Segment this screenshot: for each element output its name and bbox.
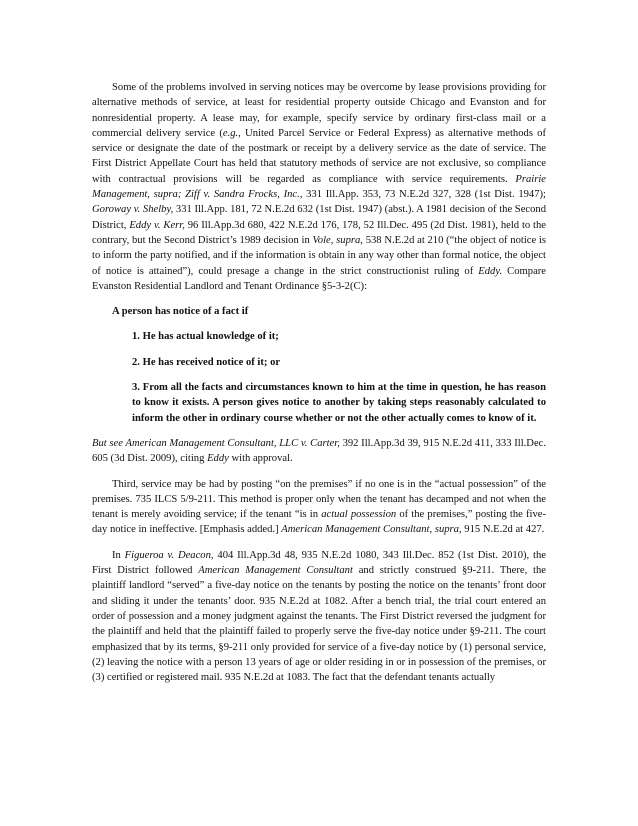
- case-citation: American Management Consultant: [198, 565, 353, 577]
- text-span: 331 Ill.App. 353, 73 N.E.2d 327, 328 (1st Dist. 1947);: [302, 189, 546, 201]
- text-span: Some of the problems involved in serving notices may be overcome by lease provisions providing for alternative methods of service, at least for residential property outside Chicago and Evanston and for nonresidential property. A lease may, for example, specify service by ordinary first-class mail or a commercial delivery service (: [92, 82, 546, 139]
- text-span: with approval.: [228, 453, 293, 465]
- emphasis: actual possession: [321, 509, 397, 521]
- quote-item-3: 3. From all the facts and circumstances known to him at the time in question, he has reason to know it exists. A person gives notice to another by taking steps reasonably calculated to inform the other in ordinary course whether or not the other actually comes to know of it.: [132, 382, 546, 424]
- text-span: 915 N.E.2d at 427.: [461, 524, 545, 536]
- quote-lead: A person has notice of a fact if: [112, 306, 249, 318]
- text-span: 538 N.E.2d at 210 (“the object of notice is to inform the party notified, and if the information is obtain in any way other than formal notice, the object of notice is attained”), could presage a change in the strict constructionist ruling of: [92, 234, 546, 277]
- text-span: Compare Evanston Residential Landlord and Tenant Ordinance §5-3-2(C):: [92, 265, 547, 292]
- quote-item-2: 2. He has received notice of it; or: [132, 356, 281, 368]
- case-citation: Vole, supra,: [312, 234, 363, 246]
- case-citation: Eddy.: [478, 265, 503, 277]
- text-span: 404 Ill.App.3d 48, 935 N.E.2d 1080, 343 Ill.Dec. 852 (1st Dist. 2010), the First District followed: [92, 549, 546, 577]
- text-span: Third, service may be had by posting “on the premises” if no one is in the “actual possession” of the premises. 735 ILCS 5/9-211. This method is proper only when the tenant has decamped and not when the tenant is merely avoiding service; if the tenant “is in: [92, 478, 546, 521]
- case-citation: Goroway v. Shelby,: [92, 204, 174, 216]
- emphasis: e.g.,: [222, 127, 241, 139]
- paragraph-service-provisions: [92, 80, 546, 294]
- quote-item-1: 1. He has actual knowledge of it;: [132, 331, 279, 343]
- text-span: In: [112, 549, 125, 561]
- document-page: [92, 80, 546, 685]
- case-citation: Eddy: [207, 453, 229, 465]
- text-span: 96 Ill.App.3d 680, 422 N.E.2d 176, 178, 52 Ill.Dec. 495 (2d Dist. 1981), held to the contrary, but the Second District’s 1989 decision in: [92, 219, 546, 246]
- case-citation: American Management Consultant, supra,: [281, 524, 462, 536]
- text-span: and strictly construed §9-211. There, the plaintiff landlord “served” a five-day notice on the tenants by posting the notice on the tenants’ front door and sliding it under the tenants’ door. 935 N.E.2d at 1082. After a bench trial, the trial court entered an order of possession and a money judgment against the tenants. The First District reversed the judgment for the plaintiff and held that the plaintiff failed to properly serve the five-day notice under §9-211. The court emphasized that by its terms, §9-211 only provided for service of a five-day notice by (1) personal service, (2) leaving the notice with a person 13 years of age or older residing in or in possession of the premises, or (3) certified or registered mail. 935 N.E.2d at 1083. The fact that the defendant tenants actually: [92, 565, 546, 684]
- case-citation: But see American Management Consultant, LLC v. Carter,: [92, 437, 340, 449]
- paragraph-but-see: [92, 436, 546, 467]
- case-citation: Figueroa v. Deacon,: [124, 549, 214, 561]
- text-span: 331 Ill.App. 181, 72 N.E.2d 632 (1st Dist. 1947) (abst.). A 1981 decision of the Second District,: [92, 204, 546, 231]
- text-span: 392 Ill.App.3d 39, 915 N.E.2d 411, 333 Ill.Dec. 605 (3d Dist. 2009), citing: [92, 437, 546, 465]
- paragraph-figueroa: [92, 548, 546, 686]
- text-span: of the premises,” posting the five-day notice in ineffective. [Emphasis added.]: [92, 509, 546, 536]
- text-span: United Parcel Service or Federal Express) as alternative methods of service or designate the date of the postmark or receipt by a delivery service as the date of service. The First District Appellate Court has held that statutory methods of service are not exclusive, so compliance with contractual provisions will be regarded as compliance with service requirements.: [92, 127, 546, 185]
- case-citation: Eddy v. Kerr,: [129, 219, 185, 231]
- paragraph-posting-service: [92, 477, 546, 538]
- case-citation: Prairie Management, supra; Ziff v. Sandra Frocks, Inc.,: [92, 173, 546, 201]
